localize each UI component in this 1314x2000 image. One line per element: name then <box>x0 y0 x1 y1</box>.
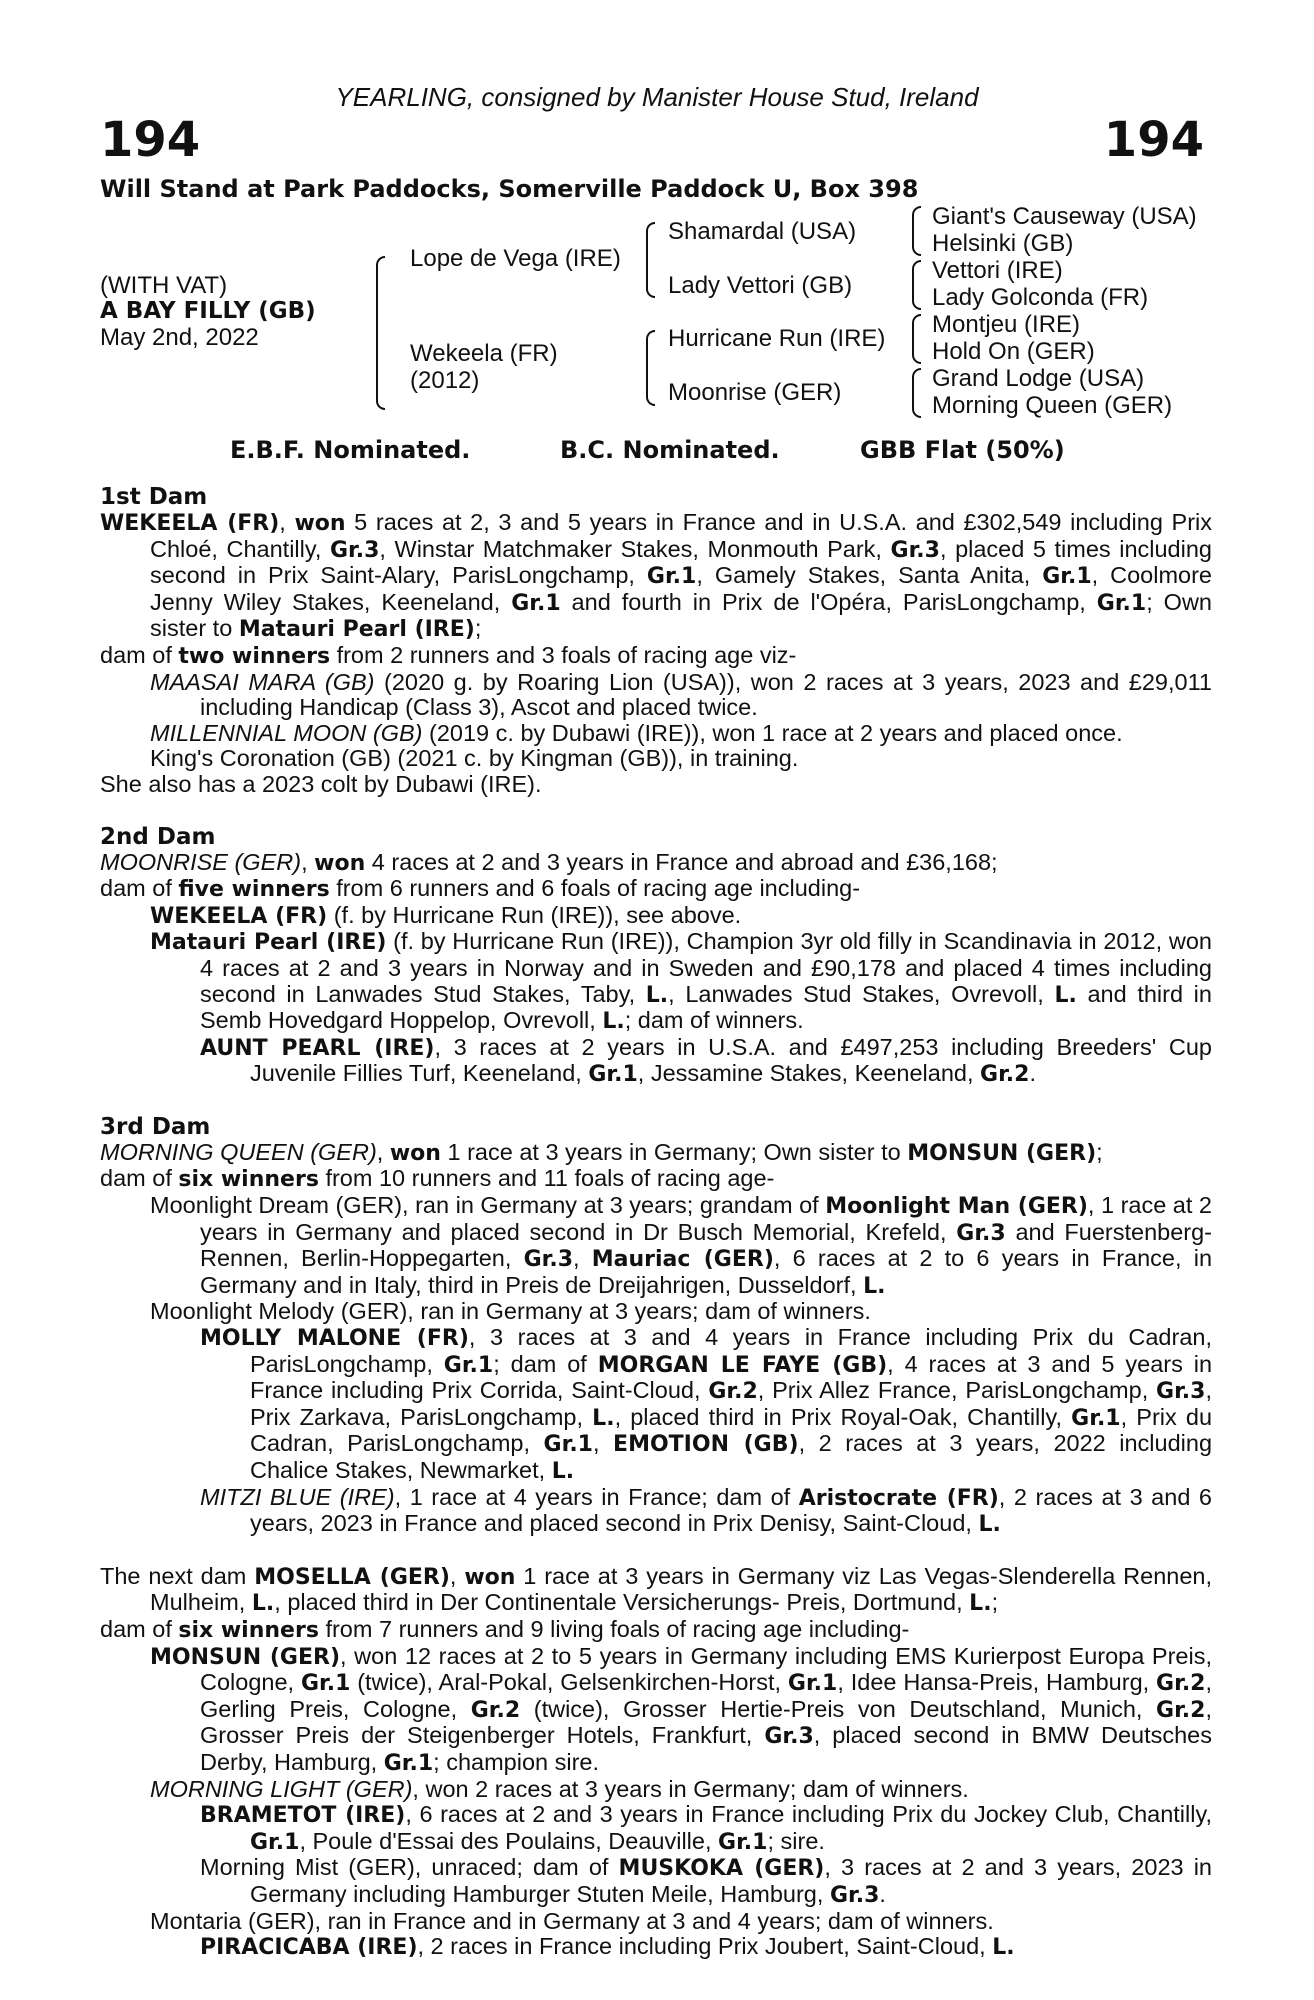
ped-dds: Grand Lodge (USA) <box>932 365 1145 392</box>
sire-sire: Shamardal (USA) <box>668 218 857 245</box>
produce-morning-mist: Morning Mist (GER), unraced; dam of MUSKOKA (GER), 3 races at 2 and 3 years, 2023 in Germany including Hamburger Stuten Meile, Hamburg, Gr.3. <box>200 1854 1212 1908</box>
produce-brametot: BRAMETOT (IRE), 6 races at 2 and 3 years in France including Prix du Jockey Club, Chantilly, Gr.1, Poule d'Essai des Poulains, Deauville, Gr.1; sire. <box>200 1801 1213 1855</box>
stand-location: Will Stand at Park Paddocks, Somerville Paddock U, Box 398 <box>100 175 919 203</box>
brace-3a <box>912 206 921 256</box>
dam-sire: Hurricane Run (IRE) <box>668 325 886 352</box>
lot-number-left: 194 <box>100 112 201 168</box>
vat-label: (WITH VAT) <box>100 272 228 299</box>
produce-maasai-mara: MAASAI MARA (GB) (2020 g. by Roaring Lion (USA)), won 2 races at 3 years, 2023 and £29,011 including Handicap (Class 3), Ascot and placed twice. <box>150 668 1212 721</box>
ped-dss: Montjeu (IRE) <box>932 311 1081 338</box>
catalogue-subtitle: YEARLING, consigned by Manister House Stud, Ireland <box>335 82 979 112</box>
sire-dam: Lady Vettori (GB) <box>668 272 853 299</box>
produce-millennial-moon: MILLENNIAL MOON (GB) (2019 c. by Dubawi (IRE)), won 1 race at 2 years and placed once. <box>150 719 1123 746</box>
ped-ddd: Morning Queen (GER) <box>932 392 1173 419</box>
produce-matauri-pearl: Matauri Pearl (IRE) (f. by Hurricane Run (IRE)), Champion 3yr old filly in Scandinavia in 2012, won 4 races at 2 and 3 years in Norway and in Sweden and £90,178 and placed 4 times including second in Lanwades Stud Stakes, Taby, L., Lanwades Stud Stakes, Ovrevoll, L. and third in Semb Hovedgard Hoppelop, Ovrevoll, L.; dam of winners. <box>150 928 1212 1035</box>
foaling-date: May 2nd, 2022 <box>100 324 259 351</box>
first-dam-entry: WEKEELA (FR), won 5 races at 2, 3 and 5 years in France and in U.S.A. and £302,549 including Prix Chloé, Chantilly, Gr.3, Winstar Matchmaker Stakes, Monmouth Park, Gr.3, placed 5 times including second in Prix Saint-Alary, ParisLongchamp, Gr.1, Gamely Stakes, Santa Anita, Gr.1, Coolmore Jenny Wiley Stakes, Keeneland, Gr.1 and fourth in Prix de l'Opéra, ParisLongchamp, Gr.1; Own sister to Matauri Pearl (IRE); <box>100 509 1212 643</box>
third-dam-produce-summary: dam of six winners from 10 runners and 11 foals of racing age- <box>100 1165 775 1193</box>
horse-name: A BAY FILLY (GB) <box>100 298 316 324</box>
brace-3c <box>912 314 921 364</box>
ped-sdd: Lady Golconda (FR) <box>932 284 1149 311</box>
fourth-dam-produce-summary: dam of six winners from 7 runners and 9 living foals of racing age including- <box>100 1615 910 1643</box>
brace-2b <box>646 330 655 406</box>
brace-3d <box>912 368 921 418</box>
second-dam-heading: 2nd Dam <box>100 823 216 850</box>
brace-2a <box>646 222 655 298</box>
third-dam-entry: MORNING QUEEN (GER), won 1 race at 3 years in Germany; Own sister to MONSUN (GER); <box>100 1138 1103 1166</box>
gbb-nomination: GBB Flat (50%) <box>860 436 1065 464</box>
third-dam-heading: 3rd Dam <box>100 1113 211 1140</box>
produce-kings-coronation: King's Coronation (GB) (2021 c. by Kingman (GB)), in training. <box>150 745 799 772</box>
brace-1 <box>376 256 385 410</box>
ped-ssd: Helsinki (GB) <box>932 230 1074 257</box>
catalogue-body <box>100 484 1212 1961</box>
ebf-nomination: E.B.F. Nominated. <box>230 436 471 464</box>
second-dam-produce-summary: dam of five winners from 6 runners and 6 foals of racing age including- <box>100 875 861 903</box>
dam: Wekeela (FR) <box>410 340 558 367</box>
produce-aunt-pearl: AUNT PEARL (IRE), 3 races at 2 years in U.S.A. and £497,253 including Breeders' Cup Juvenile Fillies Turf, Keeneland, Gr.1, Jessamine Stakes, Keeneland, Gr.2. <box>200 1033 1212 1088</box>
produce-montaria: Montaria (GER), ran in France and in Germany at 3 and 4 years; dam of winners. <box>150 1907 994 1934</box>
produce-monsun: MONSUN (GER), won 12 races at 2 to 5 years in Germany including EMS Kurierpost Europa Preis, Cologne, Gr.1 (twice), Aral-Pokal, Gelsenkirchen-Horst, Gr.1, Idee Hansa-Preis, Hamburg, Gr.2, Gerling Preis, Cologne, Gr.2 (twice), Grosser Hertie-Preis von Deutschland, Munich, Gr.2, Grosser Preis der Steigenberger Hotels, Frankfurt, Gr.3, placed second in BMW Deutsches Derby, Hamburg, Gr.1; champion sire. <box>150 1642 1213 1776</box>
fourth-dam-entry: The next dam MOSELLA (GER), won 1 race at 3 years in Germany viz Las Vegas-Slenderella Rennen, Mulheim, L., placed third in Der Continentale Versicherungs- Preis, Dortmund, L.; <box>100 1562 1213 1617</box>
produce-2023-colt: She also has a 2023 colt by Dubawi (IRE). <box>100 770 542 797</box>
produce-molly-malone: MOLLY MALONE (FR), 3 races at 3 and 4 years in France including Prix du Cadran, ParisLongchamp, Gr.1; dam of MORGAN LE FAYE (GB), 4 races at 3 and 5 years in France including Prix Corrida, Saint-Cloud, Gr.2, Prix Allez France, ParisLongchamp, Gr.3, Prix Zarkava, ParisLongchamp, L., placed third in Prix Royal-Oak, Chantilly, Gr.1, Prix du Cadran, ParisLongchamp, Gr.1, EMOTION (GB), 2 races at 3 years, 2022 including Chalice Stakes, Newmarket, L. <box>200 1324 1213 1484</box>
produce-mitzi-blue: MITZI BLUE (IRE), 1 race at 4 years in France; dam of Aristocrate (FR), 2 races at 3 and 6 years, 2023 in France and placed second in Prix Denisy, Saint-Cloud, L. <box>200 1483 1213 1538</box>
produce-morning-light: MORNING LIGHT (GER), won 2 races at 3 years in Germany; dam of winners. <box>150 1775 969 1802</box>
brace-3b <box>912 260 921 310</box>
dam-year: (2012) <box>410 367 480 394</box>
first-dam-heading: 1st Dam <box>100 484 208 510</box>
produce-piracicaba: PIRACICABA (IRE), 2 races in France including Prix Joubert, Saint-Cloud, L. <box>200 1933 1015 1961</box>
produce-moonlight-melody: Moonlight Melody (GER), ran in Germany at 3 years; dam of winners. <box>150 1298 871 1325</box>
bc-nomination: B.C. Nominated. <box>560 436 780 464</box>
second-dam-entry: MOONRISE (GER), won 4 races at 2 and 3 years in France and abroad and £36,168; <box>100 848 998 876</box>
produce-moonlight-dream: Moonlight Dream (GER), ran in Germany at 3 years; grandam of Moonlight Man (GER), 1 race at 2 years in Germany and placed second in Dr Busch Memorial, Krefeld, Gr.3 and Fuerstenberg-Rennen, Berlin-Hoppegarten, Gr.3, Mauriac (GER), 6 races at 2 to 6 years in France, in Germany and in Italy, third in Preis de Dreijahrigen, Dusseldorf, L. <box>150 1192 1213 1299</box>
sire: Lope de Vega (IRE) <box>410 245 621 272</box>
produce-wekeela: WEKEELA (FR) (f. by Hurricane Run (IRE)), see above. <box>150 901 742 929</box>
ped-sds: Vettori (IRE) <box>932 257 1063 284</box>
lot-number-right: 194 <box>1103 112 1204 168</box>
ped-dsd: Hold On (GER) <box>932 338 1095 365</box>
ped-sss: Giant's Causeway (USA) <box>932 203 1197 230</box>
dam-dam: Moonrise (GER) <box>668 379 842 406</box>
first-dam-produce-summary: dam of two winners from 2 runners and 3 foals of racing age viz- <box>100 641 797 669</box>
